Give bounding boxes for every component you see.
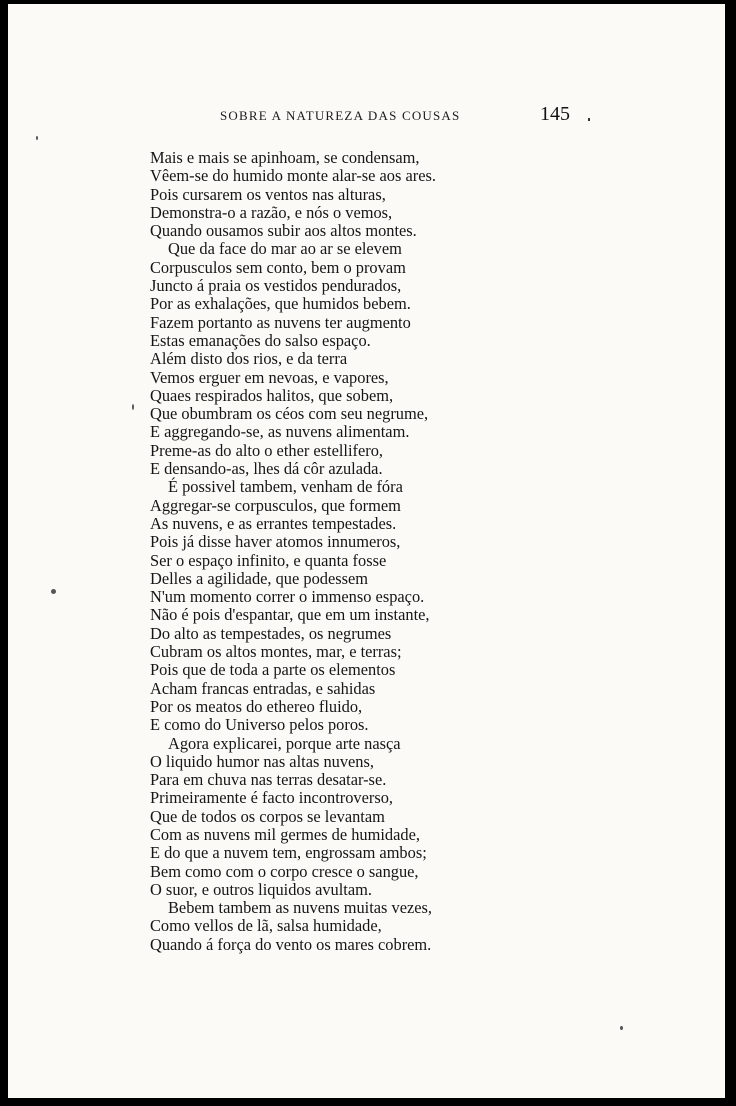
poem-line: Pois já disse haver atomos innumeros, [150,532,401,552]
poem-line: Preme-as do alto o ether estellifero, [150,440,384,460]
header-speck [588,118,590,121]
poem-line: O liquido humor nas altas nuvens, [150,751,374,771]
poem-line: Além disto dos rios, e da terra [150,349,348,369]
poem-line: Cubram os altos montes, mar, e terras; [150,642,402,662]
poem-line: Demonstra-o a razão, e nós o vemos, [150,202,393,222]
poem-line: As nuvens, e as errantes tempestades. [150,513,397,533]
poem-line: É possivel tambem, venham de fóra [168,477,403,497]
page-number: 145 [540,103,570,125]
poem-line: Vemos erguer em nevoas, e vapores, [150,367,389,387]
poem-line: Acham francas entradas, e sahidas [150,678,376,698]
poem-line: E como do Universo pelos poros. [150,715,369,735]
poem-line: E aggregando-se, as nuvens alimentam. [150,422,410,442]
poem-line: Quaes respirados halitos, que sobem, [150,385,394,405]
poem-line: Quando á força do vento os mares cobrem. [150,934,432,954]
poem-line: Aggregar-se corpusculos, que formem [150,495,401,515]
poem-line: Mais e mais se apinhoam, se condensam, [150,148,420,167]
poem-line: Que da face do mar ao ar se elevem [168,239,402,259]
poem-line: Pois cursarem os ventos nas alturas, [150,184,386,204]
margin-speck [132,404,134,410]
poem-line: Ser o espaço infinito, e quanta fosse [150,550,387,570]
poem-line: Agora explicarei, porque arte nasça [168,733,401,753]
poem-line: Estas emanações do salso espaço. [150,330,371,350]
poem-line: Que obumbram os céos com seu negrume, [150,404,429,424]
running-title: SOBRE A NATUREZA DAS COUSAS [220,108,461,123]
margin-speck [36,136,38,140]
poem-line: Com as nuvens mil germes de humidade, [150,824,420,844]
poem-line: Corpusculos sem conto, bem o provam [150,257,406,277]
poem-line: Que de todos os corpos se levantam [150,806,385,826]
margin-speck [620,1026,623,1030]
poem-line: Bem como com o corpo cresce o sangue, [150,861,419,881]
poem-text [150,149,670,954]
poem-line: E densando-as, lhes dá côr azulada. [150,459,383,479]
book-page [8,4,725,1098]
poem-line: Pois que de toda a parte os elementos [150,660,396,680]
poem-line: Vêem-se do humido monte alar-se aos ares. [150,166,436,186]
poem-line: Por os meatos do ethereo fluido, [150,696,363,716]
poem-line: Do alto as tempestades, os negrumes [150,623,392,643]
margin-speck [51,589,56,594]
poem-line: Quando ousamos subir aos altos montes. [150,221,417,241]
poem-line: Juncto á praia os vestidos pendurados, [150,276,402,296]
poem-line: Bebem tambem as nuvens muitas vezes, [168,898,433,918]
poem-line: Delles a agilidade, que podessem [150,568,369,588]
poem-line: E do que a nuvem tem, engrossam ambos; [150,843,427,863]
poem-line: Como vellos de lã, salsa humidade, [150,916,382,936]
poem-line: Primeiramente é facto incontroverso, [150,788,394,808]
poem-line: Por as exhalações, que humidos bebem. [150,294,411,314]
poem-line: N'um momento correr o immenso espaço. [150,587,425,607]
page-header [8,104,725,128]
poem-line: Não é pois d'espantar, que em um instante, [150,605,430,625]
poem-line: Fazem portanto as nuvens ter augmento [150,312,411,332]
poem-line: Para em chuva nas terras desatar-se. [150,770,387,790]
poem-line: O suor, e outros liquidos avultam. [150,879,372,899]
